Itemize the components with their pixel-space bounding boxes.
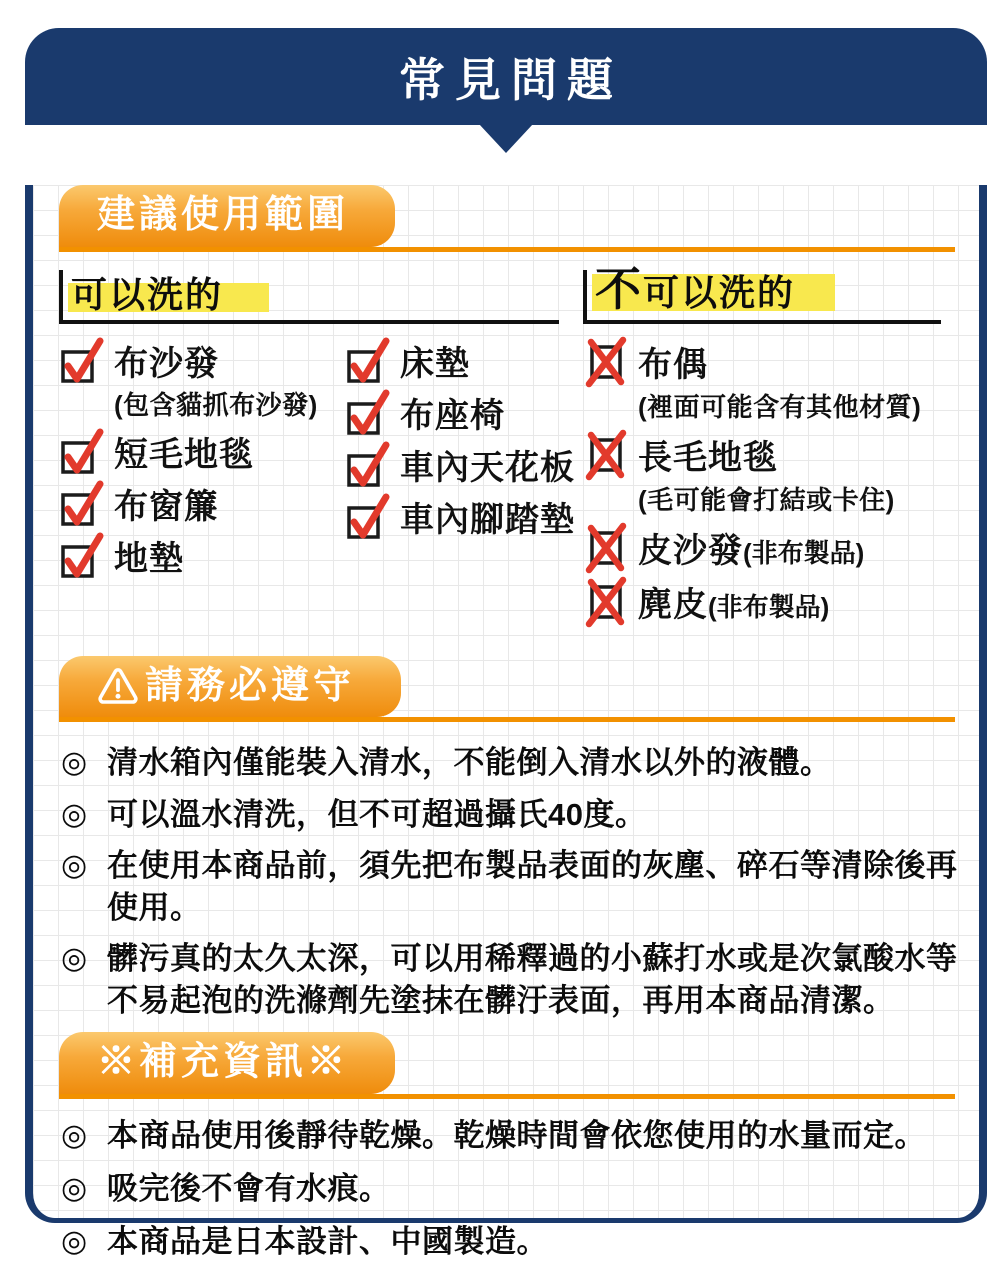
checkbox-checked-icon xyxy=(345,336,391,386)
not-washable-item-suffix: (非布製品) xyxy=(743,537,865,568)
rule-text: 可以溫水清洗，但不可超過攝氏40度。 xyxy=(107,796,647,832)
bullseye-bullet-icon: ◎ xyxy=(61,1119,88,1152)
info-section-label-text: ※補充資訊※ xyxy=(97,1041,350,1084)
rules-section-label-row xyxy=(59,656,955,723)
usage-columns xyxy=(59,263,959,630)
checkbox-checked-icon xyxy=(345,440,391,490)
usage-section-label-row xyxy=(59,185,955,252)
washable-item-note: (包含貓抓布沙發) xyxy=(114,389,318,420)
info-text: 本商品使用後靜待乾燥。乾燥時間會依您使用的水量而定。 xyxy=(107,1118,926,1153)
not-washable-item xyxy=(583,336,955,388)
washable-item-label: 車內天花板 xyxy=(400,449,575,488)
page-title: 常見問題 xyxy=(399,53,623,106)
bullseye-bullet-icon: ◎ xyxy=(61,942,88,975)
checkbox-checked-icon xyxy=(345,388,391,438)
washable-item xyxy=(345,388,581,438)
info-item xyxy=(61,1115,959,1157)
washable-item-label: 布沙發 xyxy=(114,345,219,384)
rule-item xyxy=(61,794,959,836)
usage-section-label-text: 建議使用範圍 xyxy=(97,194,350,236)
washable-item xyxy=(59,336,345,386)
washable-item-label: 床墊 xyxy=(400,345,470,384)
checkbox-checked-icon xyxy=(59,479,105,529)
not-washable-title-big: 不 xyxy=(595,263,643,316)
rule-item xyxy=(61,742,959,784)
rule-item xyxy=(61,938,959,1022)
washable-item xyxy=(345,336,581,386)
crossed-box-icon xyxy=(583,336,629,388)
checkbox-checked-icon xyxy=(345,492,391,542)
washable-item xyxy=(345,492,581,542)
washable-item xyxy=(345,440,581,490)
washable-item xyxy=(59,531,345,581)
not-washable-item xyxy=(583,576,955,628)
usage-section-label xyxy=(59,185,395,247)
rule-text: 在使用本商品前，須先把布製品表面的灰塵、碎石等清除後再使用。 xyxy=(107,847,958,925)
not-washable-item-label: 長毛地毯 xyxy=(638,439,778,478)
rules-section-label-text: 請務必遵守 xyxy=(145,664,356,707)
rule-text: 清水箱內僅能裝入清水，不能倒入清水以外的液體。 xyxy=(107,745,832,781)
washable-item-label: 布窗簾 xyxy=(114,488,219,527)
washable-lists xyxy=(59,336,583,583)
header-pointer-arrow xyxy=(479,124,533,153)
not-washable-item-label: 麂皮 xyxy=(638,586,708,625)
info-text: 本商品是日本設計、中國製造。 xyxy=(107,1224,548,1260)
not-washable-header xyxy=(583,263,941,324)
bullseye-bullet-icon: ◎ xyxy=(61,1225,88,1259)
washable-column xyxy=(59,270,583,630)
not-washable-item-note: (裡面可能含有其他材質) xyxy=(638,391,922,422)
faq-panel xyxy=(25,28,987,1260)
bullseye-bullet-icon: ◎ xyxy=(61,797,88,831)
crossed-box-icon xyxy=(583,429,629,481)
washable-item-label: 車內腳踏墊 xyxy=(400,501,575,540)
checkbox-checked-icon xyxy=(59,531,105,581)
washable-item-label: 短毛地毯 xyxy=(114,436,254,475)
checkbox-checked-icon xyxy=(59,427,105,477)
info-item xyxy=(61,1221,959,1263)
not-washable-list xyxy=(583,336,955,628)
washable-item xyxy=(59,427,345,477)
not-washable-item-suffix: (非布製品) xyxy=(708,591,830,622)
info-item xyxy=(61,1168,959,1210)
not-washable-item-note: (毛可能會打結或卡住) xyxy=(638,484,895,515)
content-area xyxy=(25,185,987,1260)
washable-header xyxy=(59,270,559,324)
rules-section-label xyxy=(59,656,401,718)
washable-list-2 xyxy=(345,336,581,583)
info-list xyxy=(59,1115,959,1263)
not-washable-column xyxy=(583,263,955,630)
info-section-label xyxy=(59,1032,395,1094)
checkbox-checked-icon xyxy=(59,336,105,386)
rules-list xyxy=(59,742,959,1022)
washable-item-label: 布座椅 xyxy=(400,397,505,436)
bullseye-bullet-icon: ◎ xyxy=(61,1172,88,1206)
not-washable-title xyxy=(592,264,835,315)
crossed-box-icon xyxy=(583,576,629,628)
washable-list-1 xyxy=(59,336,345,583)
not-washable-title-rest: 可以洗的 xyxy=(643,272,796,314)
info-section-label-row xyxy=(59,1032,955,1099)
info-text: 吸完後不會有水痕。 xyxy=(107,1171,391,1207)
not-washable-item-label: 皮沙發 xyxy=(638,532,743,571)
rule-item xyxy=(61,845,959,929)
bullseye-bullet-icon: ◎ xyxy=(61,848,88,882)
not-washable-item xyxy=(583,522,955,574)
washable-item-label: 地墊 xyxy=(114,540,184,579)
crossed-box-icon xyxy=(583,522,629,574)
not-washable-item-label: 布偶 xyxy=(638,346,708,385)
warning-icon xyxy=(97,667,139,707)
washable-item xyxy=(59,479,345,529)
bullseye-bullet-icon: ◎ xyxy=(61,746,88,780)
rule-text: 髒污真的太久太深，可以用稀釋過的小蘇打水或是次氯酸水等不易起泡的洗滌劑先塗抹在髒汙表面，再用本商品清潔。 xyxy=(107,941,958,1019)
header-banner xyxy=(25,28,987,125)
not-washable-item xyxy=(583,429,955,481)
washable-title: 可以洗的 xyxy=(68,275,269,315)
